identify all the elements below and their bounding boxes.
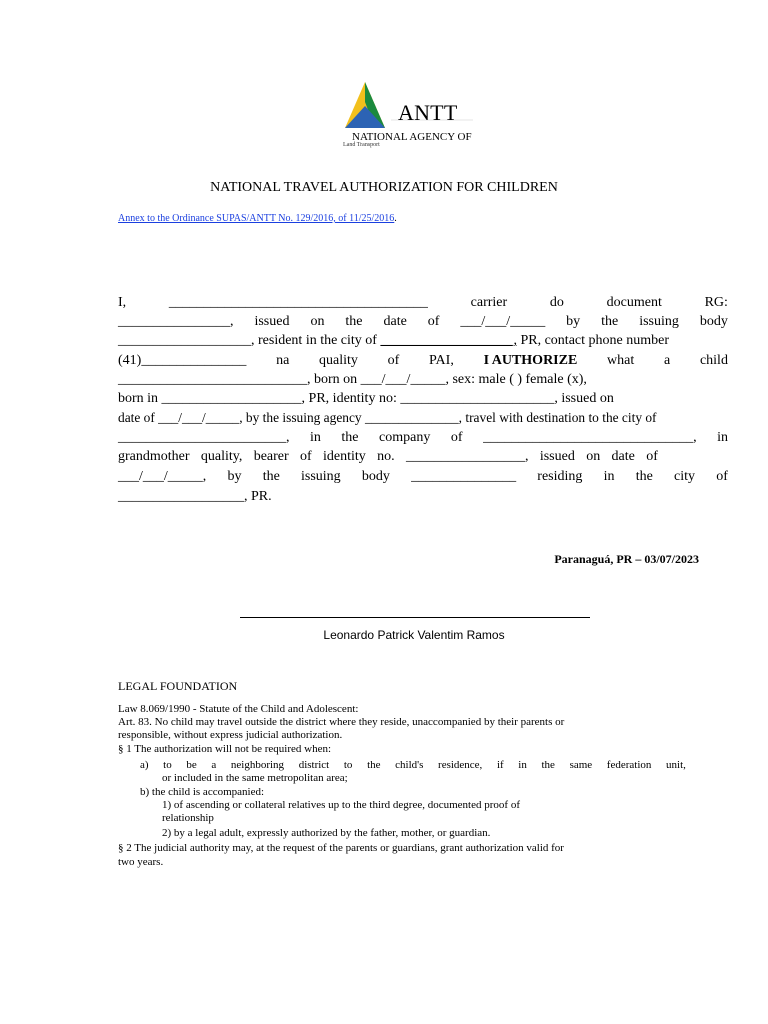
signer-name: Leonardo Patrick Valentim Ramos (323, 628, 505, 642)
body-line-6: born in ____________________, PR, identity no: ______________________, issued on (118, 391, 614, 406)
body-line-7: date of ___/___/_____, by the issuing agency ______________, travel with destination to the city of (118, 410, 657, 425)
word: date (611, 449, 635, 464)
word: ______________________________, (483, 430, 697, 445)
word: neighboring (230, 759, 285, 771)
logo-subtitle: NATIONAL AGENCY OF (352, 131, 472, 143)
word: _____________________________________ (168, 295, 428, 310)
word: on (586, 449, 601, 464)
word: do (549, 295, 564, 310)
legal-item-a-line1 (140, 759, 686, 772)
legal-item-b: b) the child is accompanied: (140, 786, 265, 798)
word: issued (254, 314, 290, 329)
word: the (635, 469, 653, 484)
body-line-1 (118, 293, 728, 312)
body-line-3 (118, 331, 728, 350)
body-line-9 (118, 447, 658, 466)
word: a (211, 759, 217, 771)
word: what (607, 353, 635, 368)
word: residence, (438, 759, 483, 771)
word: document (606, 295, 662, 310)
body-line-8 (118, 428, 728, 447)
legal-item-b1-a: 1) of ascending or collateral relatives up to the third degree, documented proof of (162, 799, 520, 811)
body-line-10 (118, 467, 728, 486)
body-line-3a: ___________________, resident in the city of (118, 333, 381, 348)
legal-art83-b: responsible, without express judicial authorization. (118, 729, 343, 741)
word: of (716, 469, 728, 484)
word: in (717, 430, 728, 445)
word: grandmother (118, 449, 190, 464)
legal-paragraph-1: § 1 The authorization will not be required when: (118, 743, 332, 755)
word: child's (395, 759, 424, 771)
word: date (383, 314, 407, 329)
word: _________________, (406, 449, 529, 464)
word: the (262, 469, 280, 484)
word: bearer (253, 449, 289, 464)
word: quality, (200, 449, 243, 464)
word: of (387, 353, 400, 368)
word: issuing (639, 314, 679, 329)
word: company (379, 430, 431, 445)
word: by (227, 469, 242, 484)
word: to (343, 759, 353, 771)
word: a) (140, 759, 149, 771)
word: if (496, 759, 504, 771)
word: child (699, 353, 728, 368)
document-title: NATIONAL TRAVEL AUTHORIZATION FOR CHILDREN (210, 180, 558, 195)
annex-end: . (394, 213, 397, 224)
word: in (518, 759, 527, 771)
word: ___/___/_____ (460, 314, 546, 329)
body-line-11: __________________, PR. (118, 489, 272, 504)
word: quality (319, 353, 358, 368)
word: of (646, 449, 658, 464)
word: by (566, 314, 581, 329)
word: the (601, 314, 619, 329)
place-date: Paranaguá, PR – 03/07/2023 (554, 552, 699, 566)
word: (41)_______________ (118, 353, 247, 368)
word: ________________, (118, 314, 234, 329)
legal-paragraph-2-b: two years. (118, 856, 164, 868)
legal-title: LEGAL FOUNDATION (118, 679, 238, 693)
body-line-4 (118, 351, 728, 370)
legal-law: Law 8.069/1990 - Statute of the Child and Adolescent: (118, 703, 359, 715)
word: federation (606, 759, 652, 771)
body-line-3c: PR, contact phone number (516, 333, 669, 348)
word: of (300, 449, 312, 464)
legal-art83-a: Art. 83. No child may travel outside the district where they reside, unaccompanied by their parents or (118, 716, 565, 728)
body-line-5: ___________________________, born on ___/___/_____, sex: male ( ) female (x), (118, 372, 587, 387)
signature-line (240, 617, 590, 618)
word: a (664, 353, 671, 368)
annex-link[interactable]: Annex to the Ordinance SUPAS/ANTT No. 129/2016, of 11/25/2016 (118, 213, 395, 224)
body-line-3b: ___________________, (380, 333, 517, 348)
legal-item-b2: 2) by a legal adult, expressly authorized by the father, mother, or guardian. (162, 827, 491, 839)
word: of (450, 430, 463, 445)
word: carrier (470, 295, 508, 310)
word: city (674, 469, 696, 484)
legal-item-b1-b: relationship (162, 812, 214, 824)
word: the (345, 314, 363, 329)
word: ___/___/_____, (118, 469, 207, 484)
word: in (603, 469, 615, 484)
word: RG: (704, 295, 728, 310)
logo-brand: ANTT (398, 100, 458, 125)
word: the (341, 430, 359, 445)
authorize-emphasis: I AUTHORIZE (483, 353, 578, 368)
word: I, (118, 295, 127, 310)
word: ________________________, (118, 430, 290, 445)
body-line-2 (118, 312, 728, 331)
word: in (310, 430, 321, 445)
legal-paragraph-2-a: § 2 The judicial authority may, at the request of the parents or guardians, grant authorization valid for (118, 842, 564, 854)
legal-item-a-line2: or included in the same metropolitan area; (162, 772, 348, 784)
word: na (276, 353, 290, 368)
word: the (367, 759, 381, 771)
word: issued (539, 449, 575, 464)
word: PAI, (429, 353, 454, 368)
word: residing (537, 469, 583, 484)
word: of (427, 314, 440, 329)
word: district (298, 759, 330, 771)
word: unit, (666, 759, 686, 771)
word: to (163, 759, 172, 771)
word: the (541, 759, 555, 771)
word: no. (377, 449, 395, 464)
word: be (186, 759, 197, 771)
word: _______________ (411, 469, 517, 484)
annex-reference[interactable] (118, 213, 397, 224)
word: body (361, 469, 390, 484)
word: same (569, 759, 593, 771)
word: on (310, 314, 325, 329)
word: issuing (301, 469, 341, 484)
word: body (699, 314, 728, 329)
logo-subtitle-small: Land Transport (343, 142, 380, 148)
word: identity (323, 449, 366, 464)
